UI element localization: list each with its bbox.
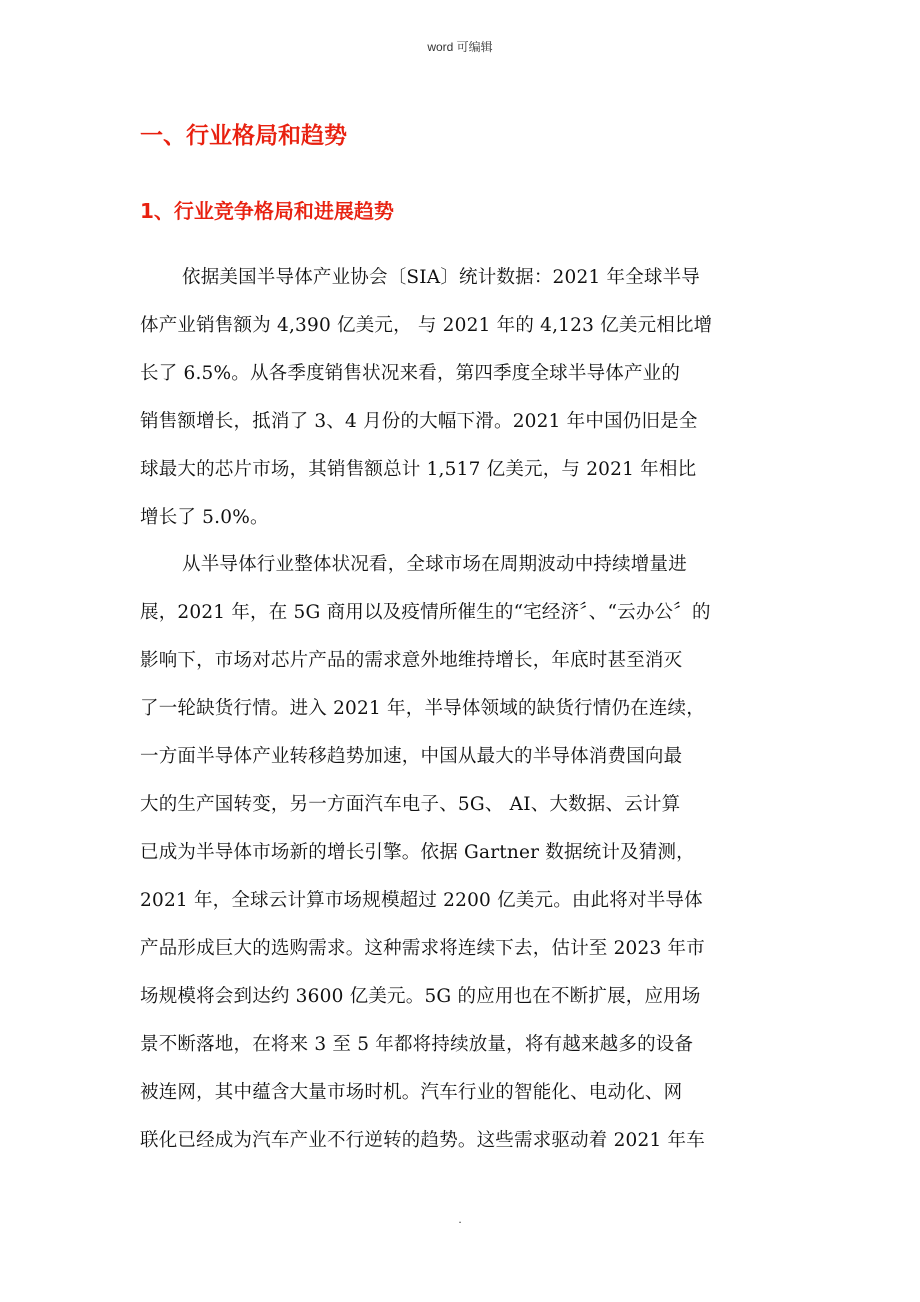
page-header: word 可编辑: [427, 40, 493, 54]
paragraph-line: 影响下，市场对芯片产品的需求意外地维持增长，年底时甚至消灭: [140, 650, 683, 671]
paragraph-line: 体产业销售额为 4,390 亿美元， 与 2021 年的 4,123 亿美元相比增: [140, 315, 713, 336]
paragraph-1: [140, 254, 785, 542]
paragraph-line: 增长了 5.0%。: [140, 507, 269, 528]
section-heading: 一、行业格局和趋势: [140, 123, 347, 149]
page-footer: .: [458, 1212, 462, 1226]
paragraph-line: 销售额增长，抵消了 3、4 月份的大幅下滑。2021 年中国仍旧是全: [140, 411, 698, 432]
paragraph-line: 大的生产国转变，另一方面汽车电子、5G、 AI、大数据、云计算: [140, 794, 681, 815]
paragraph-2: [140, 541, 785, 1165]
paragraph-line: 依据美国半导体产业协会〔SIA〕统计数据：2021 年全球半导: [182, 267, 701, 288]
paragraph-line: 展，2021 年，在 5G 商用以及疫情所催生的“宅经济〞、“云办公〞的: [140, 602, 711, 623]
paragraph-line: 从半导体行业整体状况看，全球市场在周期波动中持续增量进: [182, 554, 687, 575]
paragraph-line: 球最大的芯片市场，其销售额总计 1,517 亿美元，与 2021 年相比: [140, 459, 697, 480]
paragraph-line: 产品形成巨大的选购需求。这种需求将连续下去，估计至 2023 年市: [140, 938, 705, 959]
paragraph-line: 了一轮缺货行情。进入 2021 年，半导体领域的缺货行情仍在连续，: [140, 698, 705, 719]
paragraph-line: 2021 年，全球云计算市场规模超过 2200 亿美元。由此将对半导体: [140, 890, 703, 911]
paragraph-line: 一方面半导体产业转移趋势加速，中国从最大的半导体消费国向最: [140, 746, 683, 767]
paragraph-line: 已成为半导体市场新的增长引擎。依据 Gartner 数据统计及猜测，: [140, 842, 695, 863]
paragraph-line: 联化已经成为汽车产业不行逆转的趋势。这些需求驱动着 2021 年车: [140, 1130, 705, 1151]
paragraph-line: 景不断落地，在将来 3 至 5 年都将持续放量，将有越来越多的设备: [140, 1034, 694, 1055]
paragraph-line: 长了 6.5%。从各季度销售状况来看，第四季度全球半导体产业的: [140, 363, 681, 384]
section-subheading: 1、行业竞争格局和进展趋势: [140, 199, 394, 223]
paragraph-line: 场规模将会到达约 3600 亿美元。5G 的应用也在不断扩展，应用场: [140, 986, 701, 1007]
paragraph-line: 被连网，其中蕴含大量市场时机。汽车行业的智能化、电动化、网: [140, 1082, 683, 1103]
